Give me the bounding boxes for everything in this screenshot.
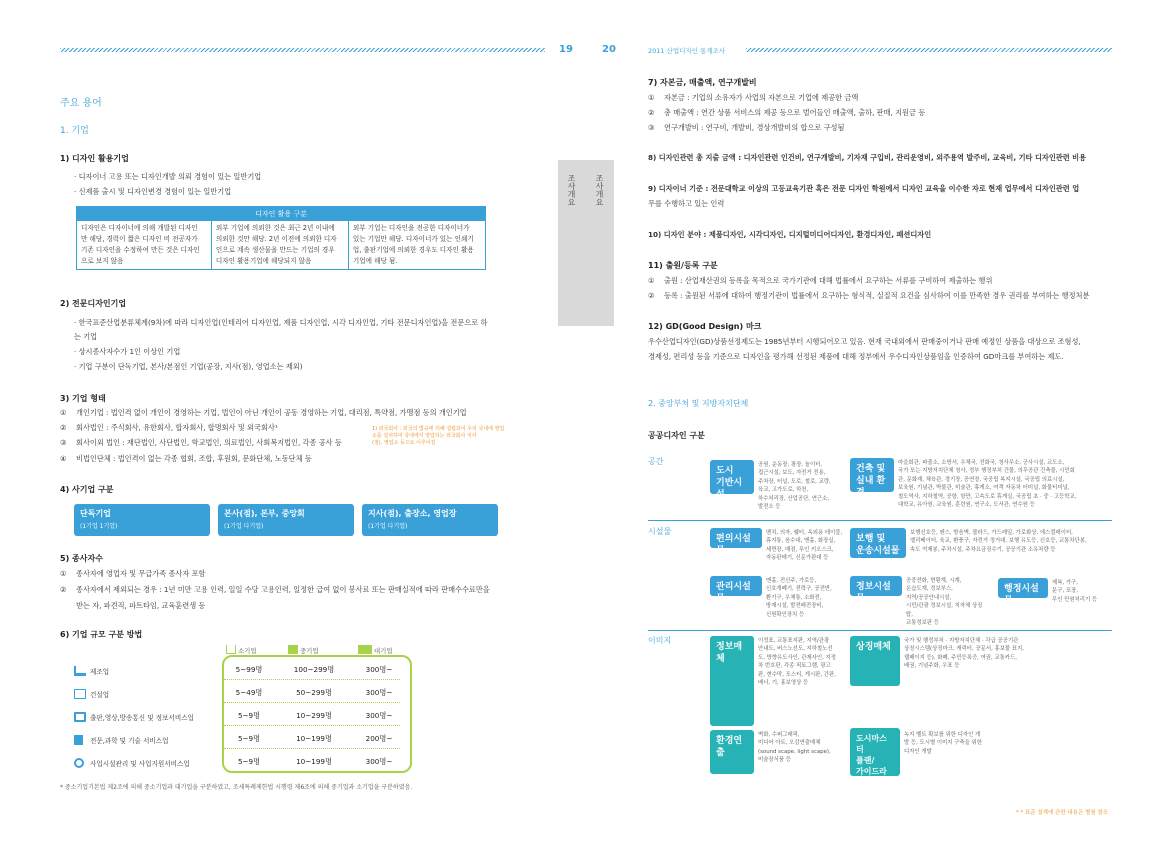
table-cell: 외부 기업는 디자인을 전공한 디자이너가 있는 기업만 해당. 디자이너가 있는 인쇄기 업, 출판기업에 의뢰한 경우도 디자인 활용 기업에 해당 됨. [348,221,485,270]
category-box: 건축 및 실내 환경 [850,458,894,492]
section-title: 11) 출원/등록 구분 [648,261,718,270]
header-rule [60,48,545,52]
definition: 10) 디자인 분야 : 제품디자인, 시각디자인, 디지털미디어디자인, 환경디자인, 패션디자인 [648,230,932,239]
category-box: 도시 기반시설 [710,460,754,494]
size-row: 건설업 5~49명 50~299명 300명~ [74,685,414,703]
table-header: 디자인 활용 구분 [77,207,486,221]
list-item: ② 총 매출액 : 연간 상품 서비스의 제공 등으로 벌어들인 매출액, 출하, 판매, 지원금 등 [648,108,926,117]
tower-icon [358,645,372,654]
table-cell: 디자인은 디자이너에 의해 개발된 디자인 만 해당, 경력이 짧은 디자인 비 전공자가 기존 디자인을 수정하여 만든 것은 디자인 으로 보지 않음 [77,221,212,270]
list-item: ① 개인기업 : 법인격 없이 개인이 경영하는 기업, 법인이 아닌 개인이 공동 경영하는 기업, 대리점, 특약점, 가맹점 등의 개인기업 [60,408,467,417]
divider [648,630,1112,631]
size-row: 사업시설관리 및 사업지원서비스업 5~9명 10~199명 300명~ [74,754,414,772]
list-item: ③ 연구개발비 : 연구비, 개발비, 경상개발비의 합으로 구성됨 [648,123,845,132]
list-item: ② 종사자에서 제외되는 경우 : 1년 미만 고용 인력, 일일 수당 고용인력, 일정한 급여 없이 봉사료 또는 판매실적에 따라 판매수수료만을 [60,585,490,594]
size-row: 출판,영상,방송통신 및 정보서비스업 5~9명 10~299명 300명~ [74,708,414,726]
list-item: ③ 회사이외 법인 : 재단법인, 사단법인, 학교법인, 의료법인, 사회복지법인, 각종 공사 등 [60,438,342,447]
text-line: 우수산업디자인(GD)상품선정제도는 1985년부터 시행되어오고 있음. 현재 국내외에서 판매중이거나 판매 예정인 상품을 대상으로 조형성, [648,337,1081,346]
org-box: 본사(점), 본부, 중앙회 (1기업 다기업) [218,504,354,536]
bullet: · 디자이너 고용 또는 디자인개발 의뢰 경험이 있는 일반기업 [74,172,262,181]
category-label: 공간 [648,457,664,466]
category-box: 상징매체 [850,636,900,686]
size-header-medium: 중기업 [288,645,319,655]
box-description: 녹지 벨트 확보를 위한 디자인 개 발 등, 도시별 이미지 구축을 위한 디자인 개발 [904,732,982,755]
running-header: 2011 산업디자인 통계조사 [648,47,726,55]
design-use-table [76,206,486,270]
category-box: 행정시설물 [998,578,1048,598]
building-icon [288,645,298,654]
definition: 9) 디자이너 기준 : 전문대학교 이상의 고등교육기관 혹은 전문 디자인 학원에서 디자인 교육을 이수한 자로 현재 업무에서 디자인관련 업 [648,184,1080,193]
category-label: 시설물 [648,527,672,536]
section-title: 3) 기업 형태 [60,394,106,403]
subsection-title: 공공디자인 구분 [648,431,705,440]
table-cell: 외부 기업에 의뢰한 것은 최근 2년 이내에 의뢰한 것만 해당. 2년 이전에 의뢰한 디자 인으로 계속 생산물을 만드는 기업의 경우 디자인 활용기업에 해당되지 않음 [211,221,348,270]
box-description: 공원, 운동장, 광장, 놀이터, 접근시설, 보도, 자전거 전용, 주차장, 터널, 도로, 철로, 교량, 육교, 고가도로, 하천, 하수처리장, 산업공단, 연근소, 발전소 등 [758,462,831,511]
list-item: ② 회사법인 : 주식회사, 유한회사, 합자회사, 합명회사 및 외국회사¹ [60,423,278,432]
section-title: 6) 기업 규모 구분 방법 [60,630,143,639]
page-number: 20 [602,44,616,55]
text-line: · 한국표준산업분류체계(9차)에 따라 디자인업(인테리어 디자인업, 제품 디자인업, 시각 디자인업, 기타 전문디자인업)을 전문으로 하 [74,318,488,327]
category-box: 편의시설물 [710,528,762,548]
building-icon [74,735,83,745]
org-box: 단독기업 (1기업 1기업) [74,504,210,536]
bullet: · 신제품 출시 및 디자인변경 경험이 있는 일반기업 [74,187,232,196]
footnote: * * 표준 설계에 관한 내용은 별첨 참조 [1016,810,1109,816]
category-box: 환경연출 [710,730,754,774]
size-row: 전문,과학 및 기술 서비스업 5~9명 10~199명 200명~ [74,731,414,749]
box-description: 맨홀, 전신주, 가로등, 신호개폐기, 전력구, 공전반, 환기구, 우체통, 소화전, 방재시설, 발전배전장비, 신원확인장치 등 [766,578,832,618]
org-box: 지사(점), 출장소, 영업장 (1기업 다기업) [362,504,498,536]
size-header-large: 대기업 [358,645,393,655]
house-icon [226,645,236,654]
box-description: 국가 및 행정부처 · 지방자치단체 · 각급 공공기관 상징시스템(상징마크, 캐릭터, 공문서, 홍보물 표지, 웹페이지 등), 화폐, 주민등록증, 여권, 교통카드, 배권, 기념주화, 우표 등 [904,638,1024,670]
side-tab: 조사개요 [558,160,586,326]
page-number: 19 [559,44,573,55]
text-line: · 상시종사자수가 1인 이상인 기업 [74,347,181,356]
box-description: 보행신호등, 펜스, 방음벽, 볼라드, 가드레일, 가로화상, 에스컬레이터, 엘리베이터, 육교, 환풍구, 자전거 정거대, 보행 유도등, 신호등, 교통차단봉, 속도 억제봉, 주차시설, 주차요금징수기, 공공기관 소유차량 등 [910,530,1087,553]
section-title: 12) GD(Good Design) 마크 [648,322,762,331]
category-box: 보행 및 운송시설물 [850,528,906,558]
section-title: 4) 사기업 구분 [60,485,114,494]
section-title: 1) 디자인 활용기업 [60,154,129,163]
table-note: * 중소기업기본법 제2조에 의해 중소기업과 대기업을 구분하였고, 조세특례제한법 시행령 제6조에 의해 중기업과 소기업을 구분하였음. [60,784,413,791]
footnote: 1) 외국회사 : 외국의 법규에 의해 설립되어 우리 국내에 영업 소를 설치하여 국내에서 영업하는 외국회사 지사 (점), 영업소 등으로 이루어짐 [372,426,505,446]
section-title: 7) 자본금, 매출액, 연구개발비 [648,78,757,87]
list-item: ① 자본금 : 기업의 소유자가 사업의 자본으로 기업에 제공한 금액 [648,93,859,102]
side-tab: 조사개요 [586,160,614,326]
size-row: 제조업 5~99명 100~299명 300명~ [74,662,414,680]
factory-icon [74,666,86,676]
list-item: ② 등록 : 출원된 서류에 대하여 행정기관이 법률에서 요구하는 형식적, 실질적 요건을 심사하여 이를 만족한 경우 권리를 부여하는 행정처분 [648,291,1090,300]
section-title: 5) 종사자수 [60,554,103,563]
page-heading: 주요 용어 [60,98,102,109]
header-rule [746,48,1112,52]
category-box: 도시마스터 플랜/ 가이드라인 [850,728,900,776]
category-box: 정보매체 [710,636,754,726]
definition: 8) 디자인관련 총 지출 금액 : 디자인관련 인건비, 연구개발비, 기자재 구입비, 관리운영비, 외주용역 발주비, 교육비, 기타 디자인관련 비용 [648,153,1087,162]
text-line: 경제성, 편리성 등을 기준으로 디자인을 평가해 선정된 제품에 대해 정부에서 우수디자인상품임을 인증하여 GD마크를 부여하는 제도. [648,352,1064,361]
construction-icon [74,689,86,699]
box-description: 제복, 가구, 문구, 포장, 무인 민원처리기 등 [1052,580,1098,603]
list-item: ④ 비법인단체 : 법인격이 없는 각종 협회, 조합, 후원회, 문화단체, 노동단체 등 [60,454,312,463]
chapter-title: 1. 기업 [60,126,89,136]
section-title: 2) 전문디자인기업 [60,299,127,308]
list-item: 받는 자, 파견직, 파트타임, 교육훈련생 등 [76,601,206,610]
right-page [586,0,1172,864]
category-box: 관리시설물 [710,576,762,596]
category-box: 정보시설물 [850,576,902,596]
text-line: 는 기업 [74,332,98,341]
list-item: ① 종사자에 영업자 및 무급가족 종사자 포함 [60,569,206,578]
size-header-small: 소기업 [226,645,257,655]
box-description: 공중전화, 현황계, 시계, 온습도계, 정보부스, 지역/공공안내시설, 시민/관광 정보시설, 지자체 상징탑, 교통정보판 등 [906,578,983,627]
list-item: ① 출원 : 산업재산권의 등록을 목적으로 국가기관에 대해 법률에서 요구하는 서류를 구비하여 제출하는 행위 [648,276,993,285]
box-description: 마을회관, 파출소, 소방서, 우체국, 전화국, 청사무소, 군사시설, 교도소, 국가 또는 지방자치단체 청사, 정부 행정부처 건물, 의무공관 건축물, 시민회 관, 문화재, 체육관, 경기장, 공연장, 국공립 복지시설, 국공립 의료시설, 보육원, 기념관, 박물관, 미술관, 휴게소, 여객 자동차 터미널, 화물터미널, 철도역사, 지하철역, 공항, 항만, 고속도로 휴게실, 국공립 초 · 중 · 고등학교, 대학교, 유아원, 교육원, 훈련원, 연구소, 도서관, 연수원 등 [898,460,1077,509]
box-description: 벽화, 수퍼그래픽, 미디어 아트, 오감연출매체 (sound scape, light scape), 미술장식품 등 [758,732,831,764]
category-label: 이미지 [648,636,672,645]
box-description: 이정표, 교통표지판, 지역/관광 안내도, 버스노선도, 지하철노선 도, 방향유도사인, 관제사인, 지정 차 번호판, 각종 픽토그램, 광고 판, 현수막, 포스터, 게시판, 간판, 배너, 기, 홍보영상 등 [758,638,836,687]
text-line: · 기업 구분이 단독기업, 본사/본점인 기업(공장, 지사(점), 영업소는 제외) [74,362,303,371]
chapter-title: 2. 중앙부처 및 지방자치단체 [648,399,749,408]
definition: 무를 수행하고 있는 인력 [648,199,725,208]
box-description: 벤치, 의자, 쉘터, 옥외용 테이블, 휴지통, 음수대, 맨홀, 화장실, 세면장, 매점, 무인 키오스크, 자동판매기, 신문가판대 등 [766,530,843,562]
gears-icon [74,758,84,768]
divider [648,520,1112,521]
monitor-icon [74,712,86,722]
